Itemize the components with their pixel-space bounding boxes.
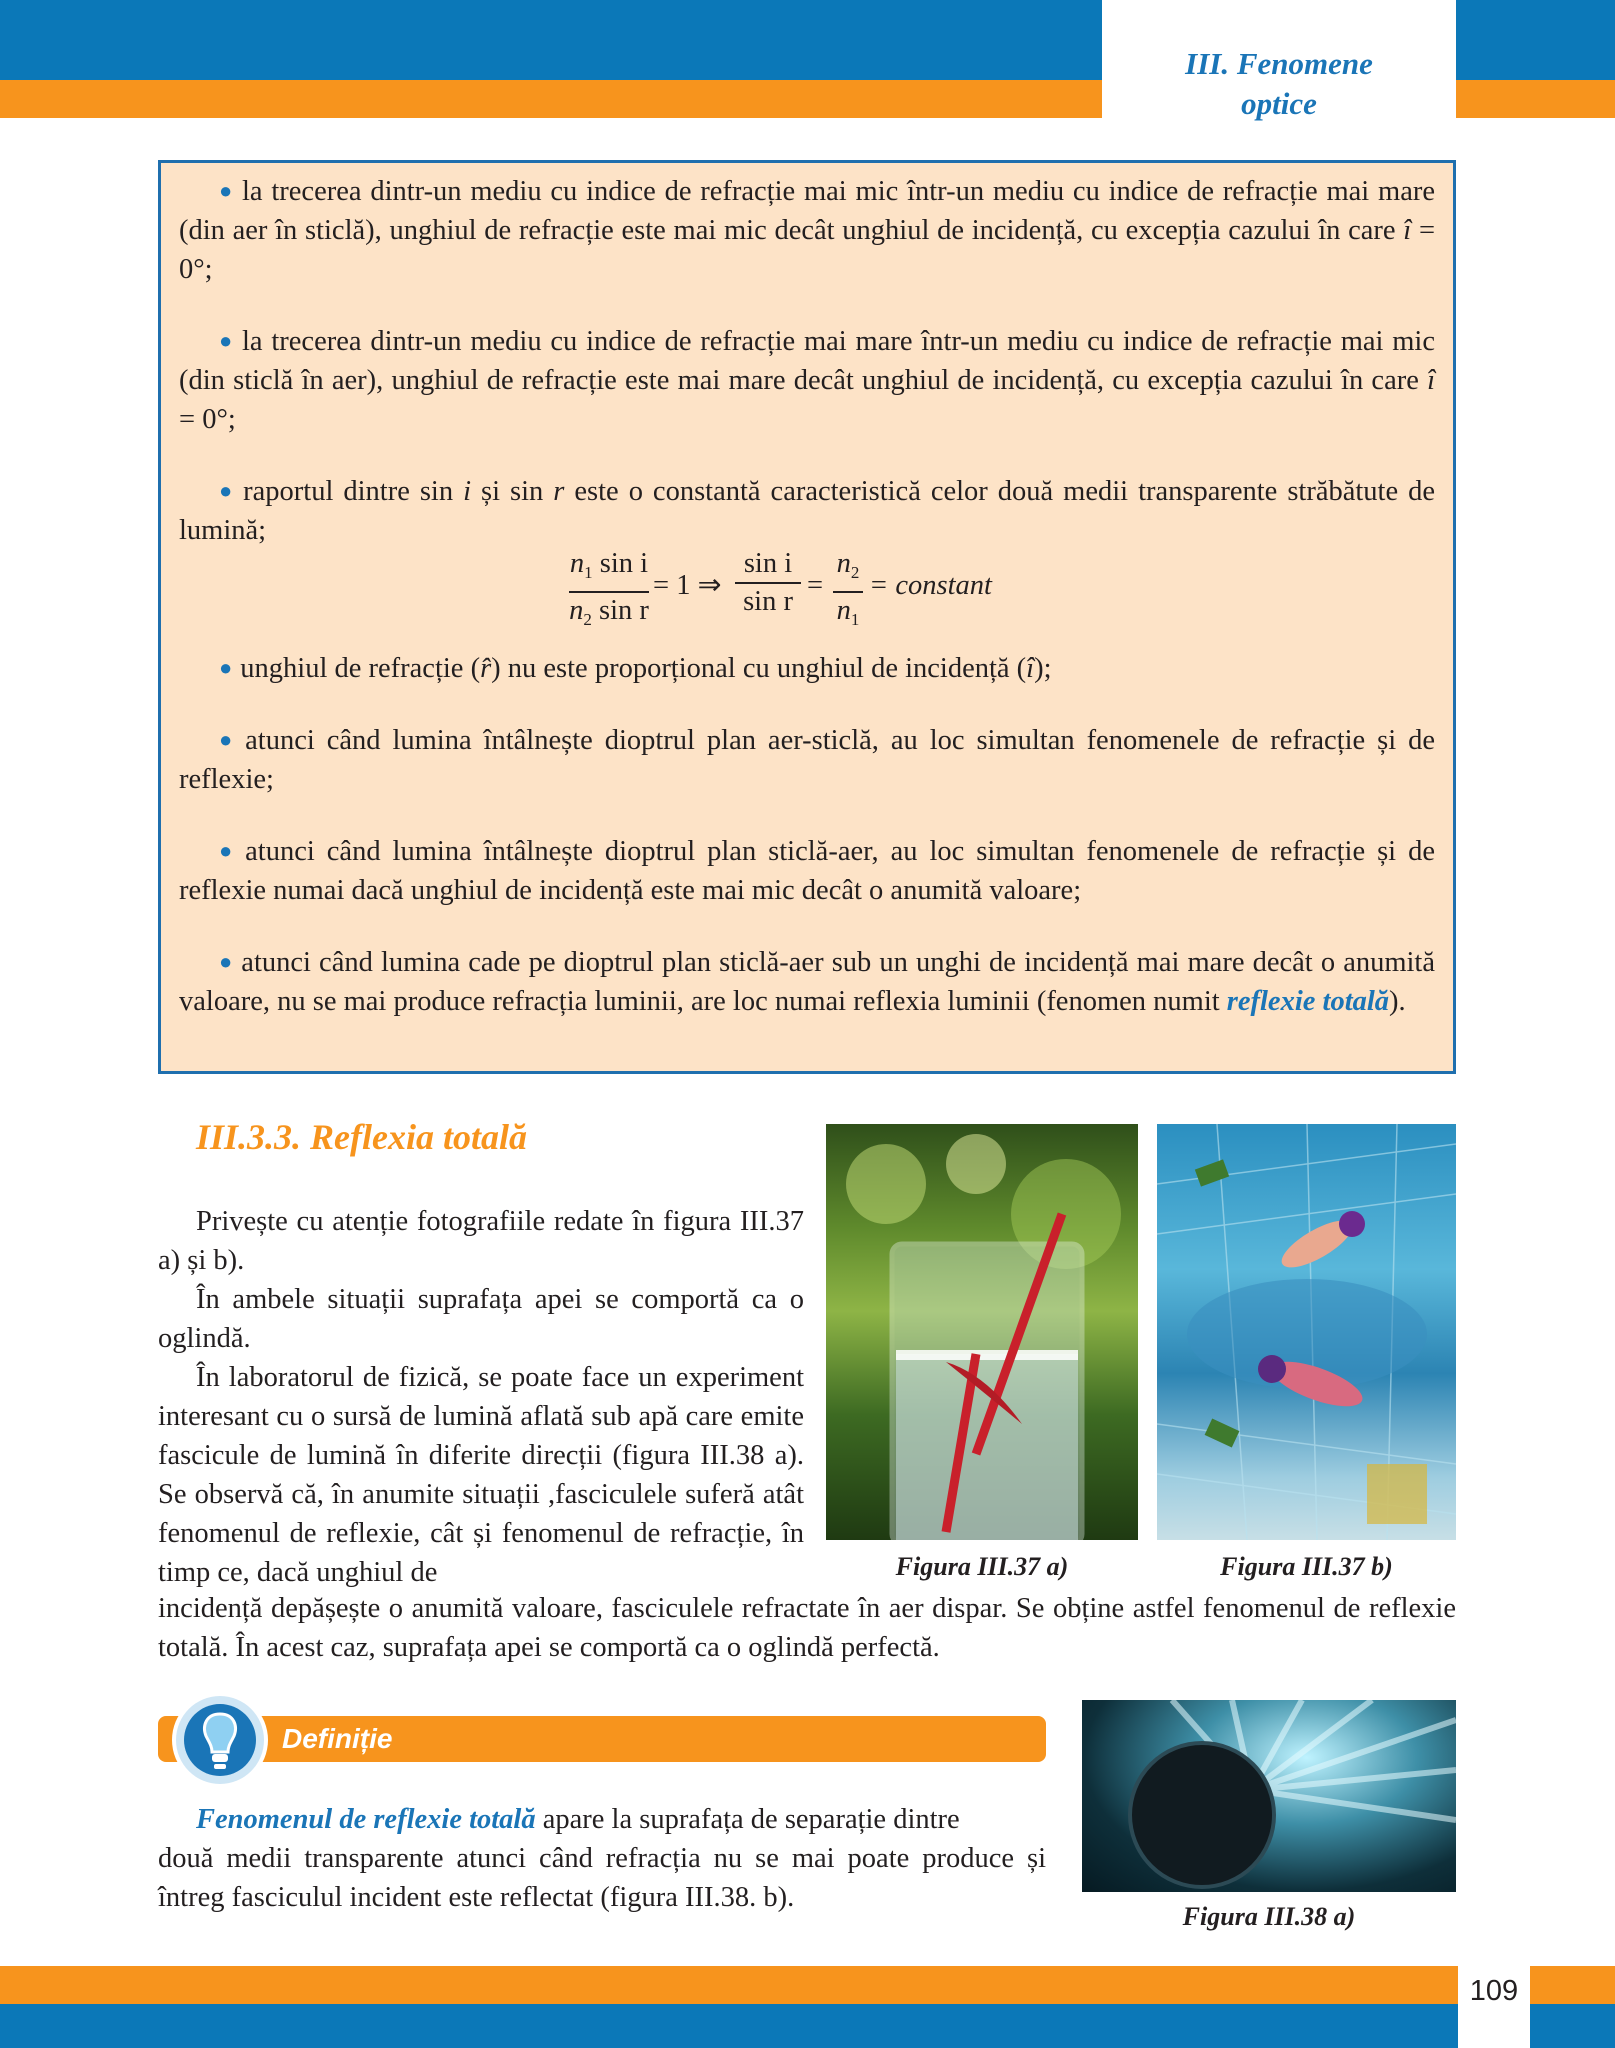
footer-bar-blue [0,2004,1458,2048]
fraction-numerator: $n_2$ [833,546,863,593]
angle-i-hat: î [1427,365,1435,396]
bullet-text: atunci când lumina întâlnește dioptrul plan aer-sticlă, au loc simultan fenomenele de refracție și de reflexie; [179,725,1435,795]
figure-caption-37a: Figura III.37 a) [895,1552,1069,1581]
formula-fraction-2 [735,546,801,620]
chapter-title-line1: III. Fenomene [1185,46,1373,81]
angle-i-hat: î [1026,653,1035,684]
fraction-denominator: $n_2$ sin r [569,595,649,629]
fraction-denominator: sin r [743,586,793,617]
section-paragraphs [158,1202,804,1592]
summary-bullet-6 [179,831,1435,910]
figure-caption-38a: Figura III.38 a) [1182,1902,1356,1931]
var-i: i [463,476,472,507]
definition-text-line1 [196,1800,1046,1839]
bullet-text: atunci când lumina cade pe dioptrul plan sticlă-aer sub un unghi de incidență mai mare decât o anumită valoare, nu se mai produce refracția luminii, are loc numai reflexia luminii (fenomen numit [179,947,1436,1017]
bullet-tail: = 0°; [179,404,236,435]
bullet-text: ); [1034,653,1052,684]
bullet-text: ) nu este proporțional cu unghiul de incidență ( [491,653,1027,684]
fraction-denominator: $n_1$ [836,595,860,629]
bulb-definition-icon [170,1690,270,1790]
den-text: sin r [599,595,649,626]
photo-light-source-under-water [1082,1700,1456,1892]
footer-bar-orange-right [1530,1966,1615,2004]
paragraph-continued: incidență depășește o anumită valoare, fasciculele refractate în aer dispar. Se obține astfel fenomenul de reflexie totală. În acest caz, suprafața apei se comportă ca o oglindă perfectă. [158,1593,1456,1663]
formula-eq3: = constant [869,570,992,601]
bullet-dot-icon: ● [219,838,238,863]
paragraph: Privește cu atenție fotografiile redate în figura III.37 a) și b). [158,1206,804,1276]
formula-eq2: = [807,570,824,601]
pool-illustration [1157,1124,1456,1540]
figure-caption-37b: Figura III.37 b) [1220,1552,1393,1581]
fraction-numerator: sin i [735,546,801,584]
bullet-dot-icon: ● [219,727,238,752]
header-bar-orange [0,80,1102,118]
summary-bullet-3 [179,471,1435,550]
bullet-dot-icon: ● [219,655,233,680]
header-bar-blue-right [1456,0,1615,80]
paragraph: În laboratorul de fizică, se poate face un experiment interesant cu o sursă de lumină aflată sub apă care emite fascicule de lumină în diferite direcții (figura III.38 a). Se observă că, în anumite situații ,fasciculele suferă atât fenomenul de reflexie, cât și fenomenul de refracție, în timp ce, dacă unghiul de [158,1362,804,1588]
snell-formula [179,546,1435,630]
bullet-text: atunci când lumina întâlnește dioptrul plan sticlă-aer, au loc simultan fenomenele de refracție și de reflexie numai dacă unghiul de incidență este mai mic decât o anumită valoare; [179,836,1435,906]
bullet-text: unghiul de refracție ( [240,653,481,684]
light-beams-illustration [1082,1700,1456,1892]
glass-illustration [826,1124,1138,1540]
highlight-term: reflexie totală [1226,986,1390,1017]
definition-label: Definiție [282,1723,393,1754]
formula-fraction-3 [833,546,863,638]
photo-glass-reflection [826,1124,1138,1540]
bullet-text: este o constantă caracteristică celor două medii transparente străbătute de lumină; [179,476,1436,546]
page-number: 109 [1469,1975,1519,2007]
var-r: r [553,476,565,507]
bullet-text: la trecerea dintr-un mediu cu indice de refracție mai mare într-un mediu cu indice de refracție mai mic (din sticlă în aer), unghiul de refracție este mai mare decât unghiul de incidență, cu excepția cazului în care [179,326,1435,396]
bullet-dot-icon: ● [219,478,236,503]
section-title: III.3.3. Reflexia totală [196,1117,527,1157]
num-text: sin i [599,548,649,579]
bullet-dot-icon: ● [219,178,234,203]
angle-i-hat: î [1403,215,1412,246]
summary-bullet-7 [179,942,1435,1021]
bullet-text: la trecerea dintr-un mediu cu indice de refracție mai mic într-un mediu cu indice de refracție mai mare (din aer în sticlă), unghiul de refracție este mai mic decât unghiul de incidență, cu excepția cazului în care [179,176,1435,246]
summary-bullet-1 [179,171,1435,289]
header-bar-blue [0,0,1102,80]
bullet-tail: = 0°; [179,215,1436,285]
bullet-dot-icon: ● [219,328,234,353]
angle-r-hat: r̂ [480,653,492,684]
summary-bullet-5 [179,720,1435,799]
summary-bullet-4 [179,648,1435,688]
bullet-dot-icon: ● [219,949,234,974]
footer-bar-orange [0,1966,1458,2004]
definition-text-rest: două medii transparente atunci când refracția nu se mai poate produce și întreg fasciculul incident este reflectat (figura III.38. b). [158,1843,1046,1913]
chapter-title-line2: optice [1241,86,1317,121]
bullet-text: ). [1389,986,1406,1017]
summary-bullet-2 [179,321,1435,439]
photo-pool-swimmers [1157,1124,1456,1540]
fraction-numerator: $n_1$ sin i [569,546,649,593]
summary-box [158,160,1456,1074]
definition-text: apare la suprafața de separație dintre [542,1804,960,1835]
chapter-title [1102,44,1456,124]
paragraph: În ambele situații suprafața apei se comportă ca o oglindă. [158,1284,804,1354]
formula-eq1: = 1 ⇒ [653,570,722,601]
formula-fraction-1 [569,546,649,638]
footer-bar-blue-right [1530,2004,1615,2048]
bullet-text: și sin [481,476,544,507]
bullet-text: raportul dintre sin [243,476,454,507]
header-bar-orange-right [1456,80,1615,118]
definition-term: Fenomenul de reflexie totală [196,1804,536,1835]
